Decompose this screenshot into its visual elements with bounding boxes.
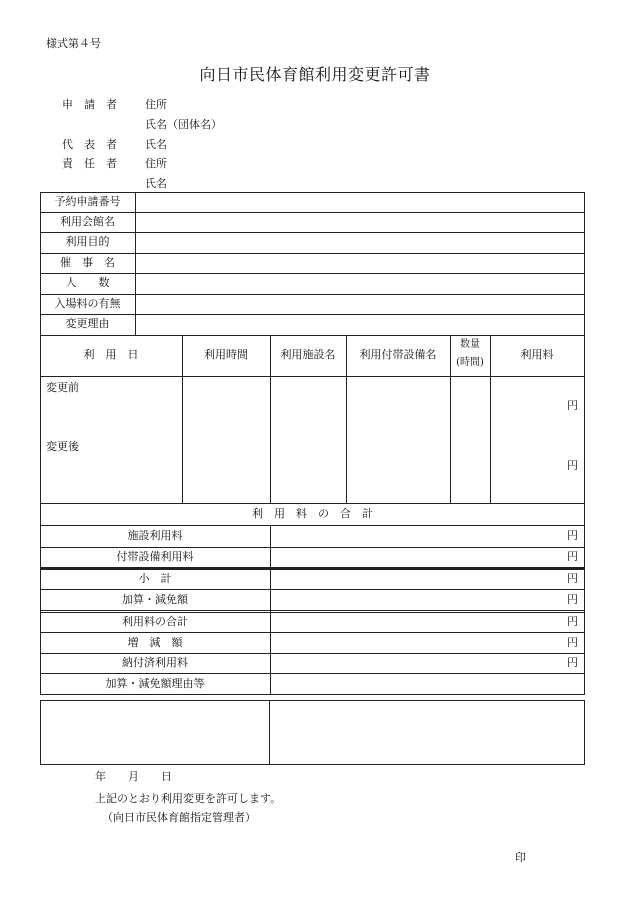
info-row-label: 入場料の有無 — [54, 297, 121, 310]
adjustment-label: 加算・減免額 — [122, 593, 188, 606]
date-line: 年 月 日 — [95, 770, 172, 783]
applicant-name-label: 氏名（団体名） — [145, 118, 222, 131]
facility-fee-label: 施設利用料 — [127, 529, 183, 542]
applicant-label: 申 請 者 — [62, 98, 117, 111]
info-row-label: 人 数 — [65, 276, 110, 289]
usage-header-quantity: 数量 — [460, 339, 480, 350]
usage-header-time: 利用時間 — [204, 348, 248, 361]
applicant-address-label: 住所 — [145, 98, 167, 111]
usage-header-date: 利 用 日 — [83, 348, 139, 361]
after-fee-unit: 円 — [567, 459, 578, 472]
info-row-label: 変更理由 — [65, 317, 110, 330]
increase-decrease-unit: 円 — [567, 636, 578, 649]
responsible-name-label: 氏名 — [145, 177, 167, 190]
after-change-label: 変更後 — [46, 440, 79, 453]
paid-fee-label: 納付済利用料 — [122, 656, 188, 669]
subtotal-label: 小 計 — [138, 572, 172, 585]
adjustment-unit: 円 — [567, 593, 578, 606]
info-row-label: 予約申請番号 — [54, 195, 121, 208]
increase-decrease-label: 増 減 額 — [127, 636, 183, 649]
adjustment-reason-label: 加算・減免額理由等 — [105, 677, 205, 690]
subtotal-unit: 円 — [567, 572, 578, 585]
usage-header-facility: 利用施設名 — [280, 348, 336, 361]
representative-label: 代 表 者 — [62, 138, 117, 151]
form-number: 様式第４号 — [46, 37, 101, 50]
equipment-fee-unit: 円 — [567, 550, 578, 563]
before-change-label: 変更前 — [46, 381, 79, 394]
usage-header-equipment: 利用付帯設備名 — [359, 348, 437, 361]
total-fee-unit: 円 — [567, 615, 578, 628]
usage-header-fee: 利用料 — [520, 348, 554, 361]
info-row-label: 催 事 名 — [60, 256, 115, 269]
seal-mark: 印 — [515, 851, 526, 864]
representative-name-label: 氏名 — [145, 138, 167, 151]
totals-title: 利 用 料 の 合 計 — [252, 507, 373, 520]
total-fee-label: 利用料の合計 — [122, 615, 188, 628]
usage-header-hours: (時間) — [456, 357, 484, 368]
equipment-fee-label: 付帯設備利用料 — [116, 550, 194, 563]
permission-statement: 上記のとおり利用変更を許可します。 — [95, 792, 282, 805]
paid-fee-unit: 円 — [567, 656, 578, 669]
facility-fee-unit: 円 — [567, 529, 578, 542]
info-row-label: 利用会館名 — [60, 215, 115, 228]
page-title: 向日市民体育館利用変更許可書 — [199, 65, 431, 84]
responsible-address-label: 住所 — [145, 157, 167, 170]
manager-name: （向日市民体育館指定管理者） — [102, 811, 256, 824]
info-row-label: 利用目的 — [65, 235, 110, 248]
before-fee-unit: 円 — [567, 399, 578, 412]
responsible-label: 責 任 者 — [62, 157, 117, 170]
